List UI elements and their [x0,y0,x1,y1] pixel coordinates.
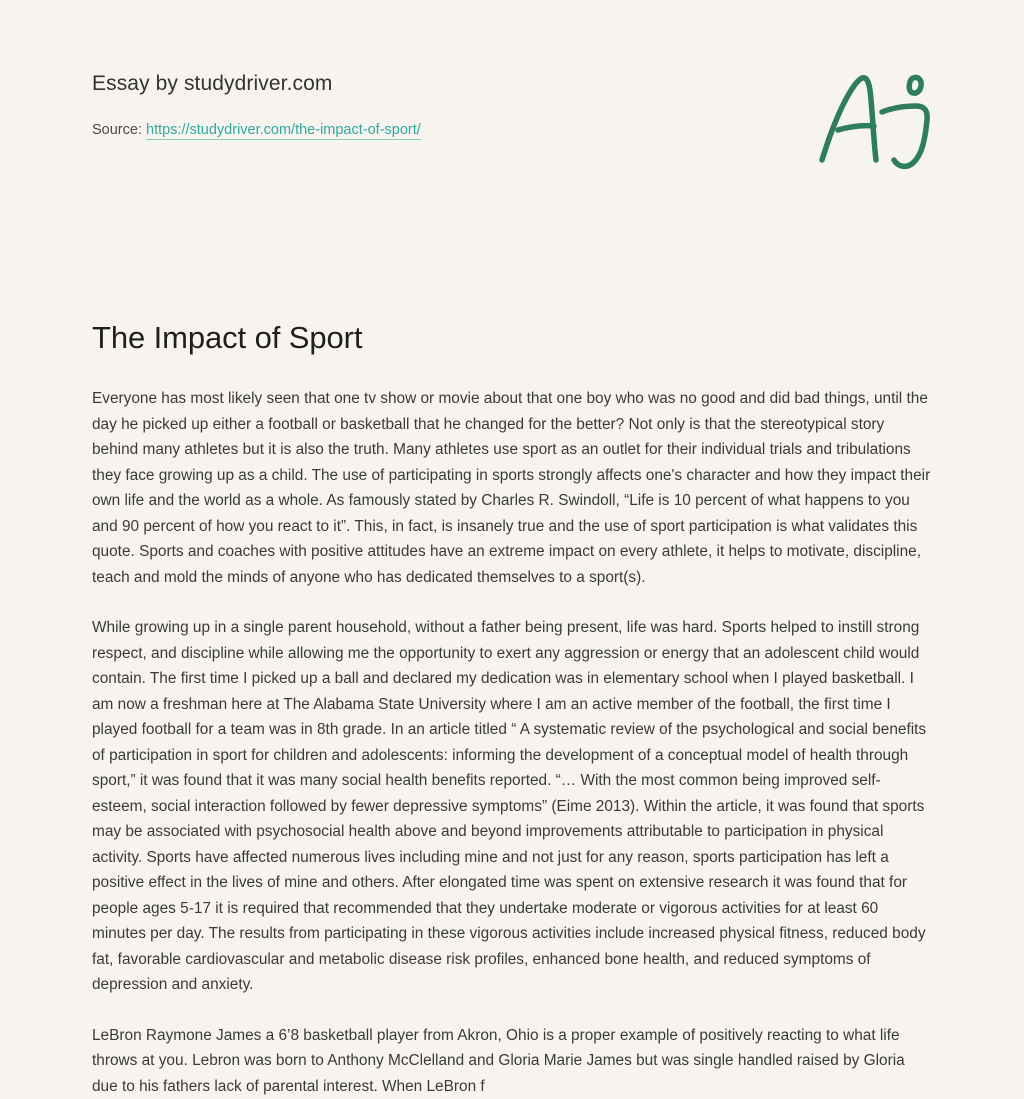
essay-byline [92,72,932,96]
document-body [92,386,932,1099]
body-paragraph: Everyone has most likely seen that one tv show or movie about that one boy who was no good and did bad things, until the day he picked up either a football or basketball that he changed for the better? Not only is that the stereotypical story behind many athletes but it is also the truth. Many athletes use sport as an outlet for their individual trials and tribulations they face growing up as a child. The use of participating in sports strongly affects one's character and how they impact their own life and the world as a whole. As famously stated by Charles R. Swindoll, “Life is 10 percent of what happens to you and 90 percent of how you react to it”. This, in fact, is insanely true and the use of sport participation is what validates this quote. Sports and coaches with positive attitudes have an extreme impact on every athlete, it helps to motivate, discipline, teach and mold the minds of anyone who has dedicated themselves to a sport(s). [92,386,932,590]
source-label: Source: [92,122,146,138]
aj-logo-icon [812,64,942,174]
essay-by-prefix: Essay by [92,72,184,95]
document-header [92,72,932,192]
body-paragraph: While growing up in a single parent household, without a father being present, life was hard. Sports helped to instill strong respect, and discipline while allowing me the opportunity to exert any aggression or energy that an adolescent child would contain. The first time I picked up a ball and declared my dedication was in elementary school when I played basketball. I am now a freshman here at The Alabama State University where I am an active member of the football, the first time I played football for a team was in 8th grade. In an article titled “ A systematic review of the psychological and social benefits of participation in sport for children and adolescents: informing the development of a conceptual model of health through sport,” it was found that it was many social health benefits reported. “… With the most common being improved self-esteem, social interaction followed by fewer depressive symptoms” (Eime 2013). Within the article, it was found that sports may be associated with psychosocial health above and beyond improvements attributable to participation in physical activity. Sports have affected numerous lives including mine and not just for any reason, sports participation has left a positive effect in the lives of mine and others. After elongated time was spent on extensive research it was found that for people ages 5-17 it is required that recommended that they undertake moderate or vigorous activities for at least 60 minutes per day. The results from participating in these vigorous activities include increased physical fitness, reduced body fat, favorable cardiovascular and metabolic disease risk profiles, enhanced bone health, and reduced symptoms of depression and anxiety. [92,615,932,998]
page-title: The Impact of Sport [92,320,932,356]
source-line [92,122,932,138]
body-paragraph: LeBron Raymone James a 6’8 basketball player from Akron, Ohio is a proper example of positively reacting to what life throws at you. Lebron was born to Anthony McClelland and Gloria Marie James but was single handled raised by Gloria due to his fathers lack of parental interest. When LeBron f [92,1023,932,1099]
brand-name: studydriver.com [184,72,333,95]
source-url-link[interactable]: https://studydriver.com/the-impact-of-sport/ [146,122,421,140]
